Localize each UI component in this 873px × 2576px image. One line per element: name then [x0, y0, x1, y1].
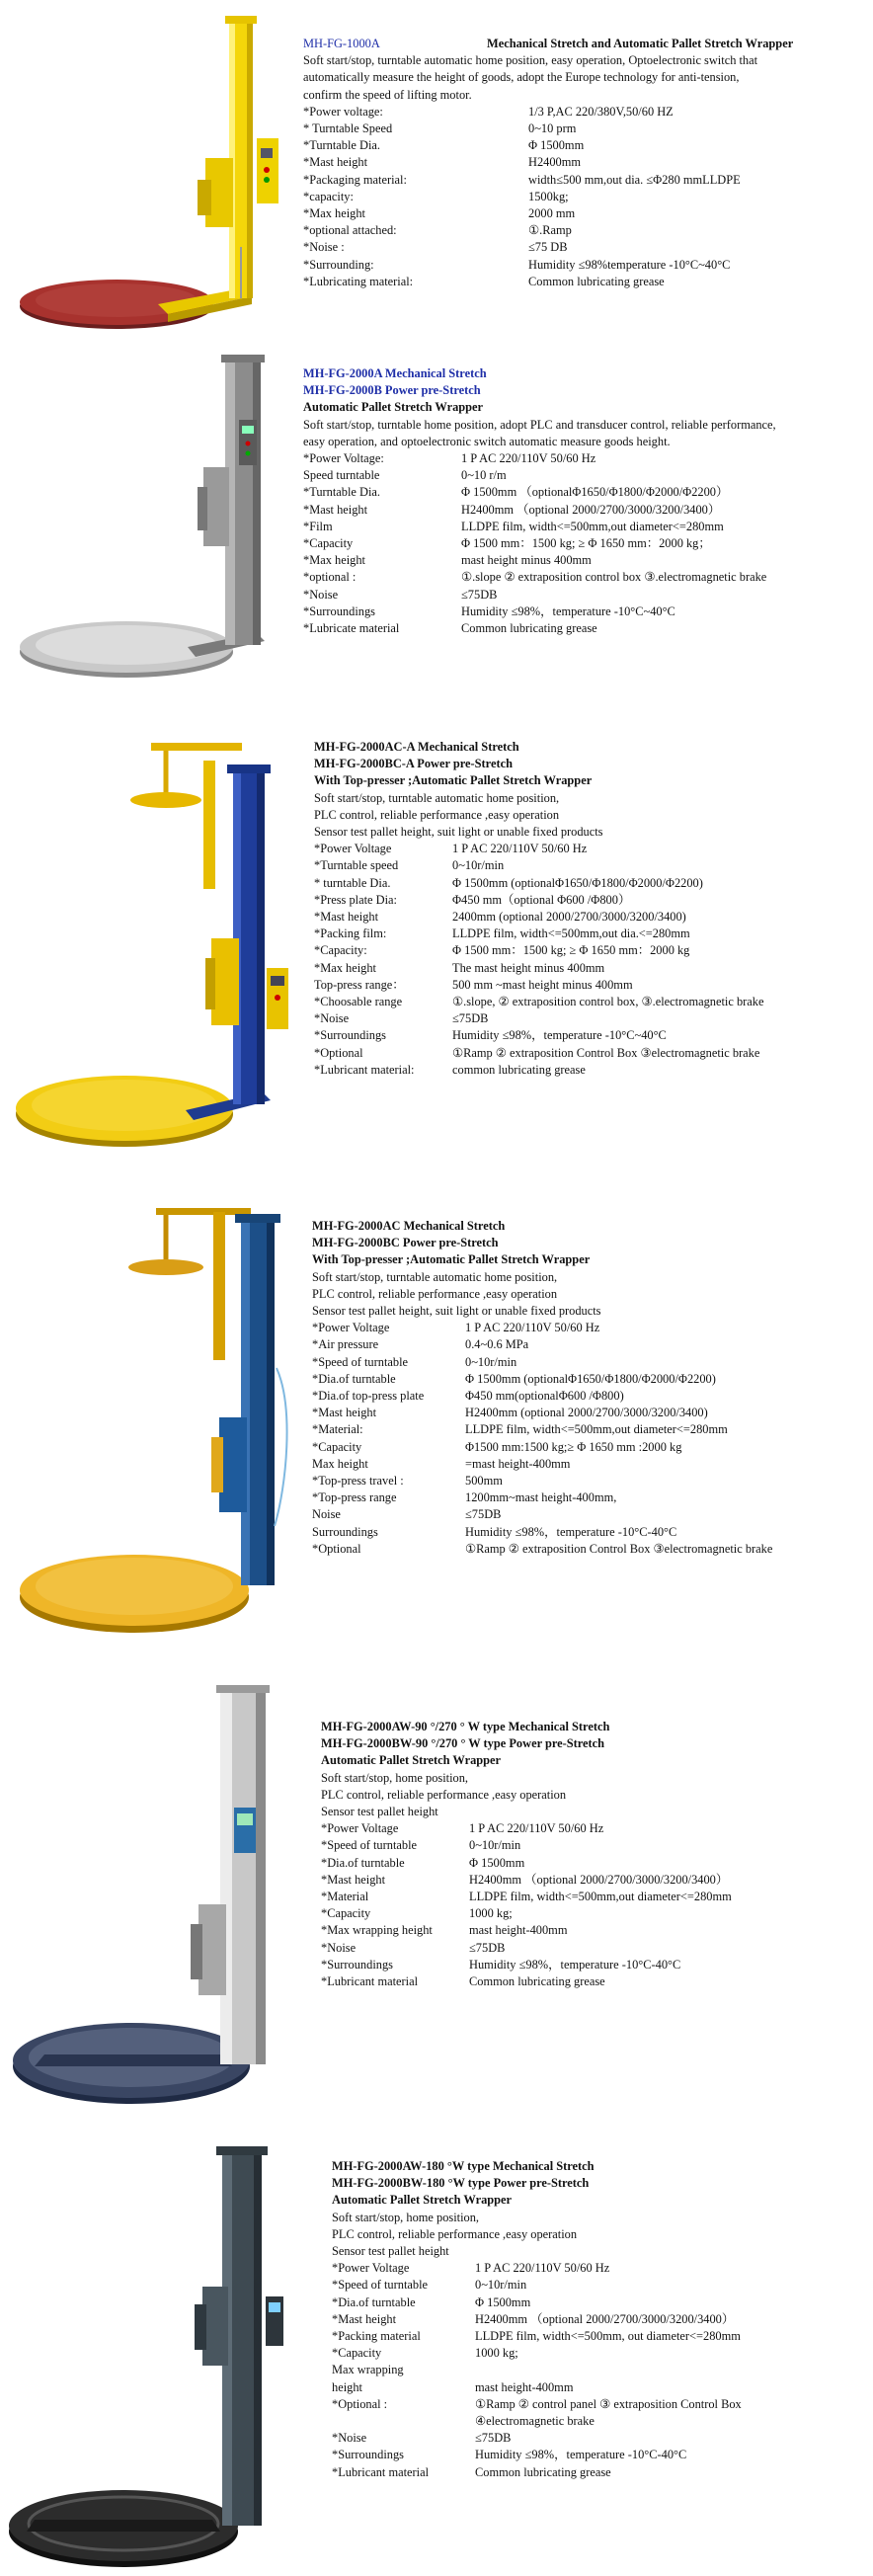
product-description — [312, 1269, 865, 1321]
product-text-2000aw-90 — [321, 1719, 864, 1990]
product-mh-fg-2000aw-90 — [0, 1669, 873, 2124]
spec-row: *Lubricant material Common lubricating grease — [332, 2464, 611, 2479]
description-line: easy operation, and optoelectronic switch automatic measure goods height. — [303, 434, 671, 448]
spec-row: ④electromagnetic brake — [475, 2414, 595, 2429]
spec-row: *Air pressure 0.4~0.6 MPa — [312, 1337, 529, 1352]
product-description — [321, 1770, 864, 1821]
spec-row: *Capacity Φ1500 mm:1500 kg;≥ Φ 1650 mm :2000 kg — [312, 1439, 682, 1454]
spec-row: *Max height mast height minus 400mm — [303, 553, 592, 568]
spec-row: height mast height-400mm — [332, 2379, 574, 2394]
spec-row: *Noise ≤75DB — [314, 1011, 489, 1026]
description-line: PLC control, reliable performance ,easy operation — [312, 1286, 558, 1301]
product-mh-fg-1000a — [0, 0, 873, 336]
spec-row: *Optional ①Ramp ② extraposition Control Box ③electromagnetic brake — [314, 1045, 760, 1060]
product-description — [314, 790, 867, 842]
spec-row: *Capacity 1000 kg; — [332, 2346, 518, 2361]
spec-list — [314, 841, 867, 1079]
spec-row: *Noise ≤75DB — [321, 1940, 506, 1955]
spec-row: *Dia.of turntable Φ 1500mm — [332, 2294, 531, 2309]
product-header — [303, 36, 856, 52]
spec-row: Max wrapping — [332, 2363, 404, 2377]
spec-row: *Surrounding: Humidity ≤98%temperature -10°C~40°C — [303, 257, 731, 272]
spec-row: *Max height The mast height minus 400mm — [314, 960, 605, 975]
spec-row: Speed turntable 0~10 r/m — [303, 468, 507, 483]
spec-list — [303, 450, 856, 637]
spec-row: Surroundings Humidity ≤98%，temperature -10°C-40°C — [312, 1524, 677, 1539]
description-line: PLC control, reliable performance ,easy operation — [332, 2226, 578, 2241]
spec-row: *Power Voltage 1 P AC 220/110V 50/60 Hz — [314, 842, 588, 856]
spec-row: *Lubricate material Common lubricating grease — [303, 621, 597, 636]
product-mh-fg-2000ac — [0, 1170, 873, 1640]
spec-row: *Lubricating material: Common lubricating grease — [303, 274, 665, 288]
spec-row: *Surroundings Humidity ≤98%，temperature -10°C-40°C — [332, 2448, 687, 2462]
spec-row: *Dia.of turntable Φ 1500mm — [321, 1855, 525, 1870]
product-subtitle: With Top-presser ;Automatic Pallet Stretch Wrapper — [314, 773, 593, 788]
description-line: Soft start/stop, home position, — [321, 1770, 469, 1785]
spec-row: *Optional ①Ramp ② extraposition Control Box ③electromagnetic brake — [312, 1541, 773, 1556]
spec-row: *Surroundings Humidity ≤98%，temperature -10°C-40°C — [321, 1957, 681, 1972]
spec-row: *capacity: 1500kg; — [303, 189, 569, 203]
spec-row: *Noise ≤75DB — [303, 587, 498, 602]
product-description — [303, 417, 856, 450]
product-mh-fg-2000a — [0, 346, 873, 691]
spec-row: *Top-press travel : 500mm — [312, 1474, 503, 1489]
spec-row: *Packing material LLDPE film, width<=500mm, out diameter<=280mm — [332, 2329, 741, 2344]
product-mh-fg-2000ac-a — [0, 711, 873, 1156]
product-mh-fg-2000aw-180 — [0, 2138, 873, 2576]
spec-row: *Choosable range ①.slope, ② extraposition control box, ③.electromagnetic brake — [314, 995, 764, 1009]
spec-row: *Speed of turntable 0~10r/min — [321, 1838, 521, 1853]
description-line: Soft start/stop, turntable home position, adopt PLC and transducer control, reliable performance, — [303, 417, 776, 432]
spec-row: *Mast height H2400mm — [303, 155, 582, 170]
description-line: confirm the speed of lifting motor. — [303, 87, 472, 102]
product-type: Mechanical Stretch and Automatic Pallet Stretch Wrapper — [487, 37, 794, 50]
spec-row: * turntable Dia. Φ 1500mm (optionalΦ1650/Φ1800/Φ2000/Φ2200) — [314, 875, 703, 890]
description-line: Sensor test pallet height, suit light or unable fixed products — [314, 825, 603, 840]
spec-row: *Max height 2000 mm — [303, 206, 576, 221]
model-title: MH-FG-2000BW-180 °W type Power pre-Stretch — [332, 2176, 590, 2191]
description-line: Sensor test pallet height — [332, 2244, 449, 2259]
spec-row: Max height =mast height-400mm — [312, 1456, 571, 1471]
spec-row: *Film LLDPE film, width<=500mm,out diameter<=280mm — [303, 519, 724, 533]
product-image-2000a — [10, 351, 291, 686]
spec-row: *Surroundings Humidity ≤98%，temperature -10°C~40°C — [314, 1028, 667, 1043]
spec-row: *Noise ≤75DB — [332, 2431, 512, 2446]
description-line: Soft start/stop, turntable automatic home position, — [314, 790, 560, 805]
model-title: MH-FG-2000A Mechanical Stretch — [303, 366, 487, 380]
product-text-1000a — [303, 36, 856, 290]
spec-row: *Power Voltage 1 P AC 220/110V 50/60 Hz — [312, 1321, 600, 1335]
spec-list — [303, 104, 856, 290]
product-description — [303, 52, 856, 104]
product-text-2000aw-180 — [332, 2158, 865, 2481]
spec-row: Noise ≤75DB — [312, 1507, 502, 1522]
description-line: PLC control, reliable performance ,easy operation — [314, 807, 560, 822]
spec-row: *Press plate Dia: Φ450 mm（optional Φ600 /Φ800） — [314, 892, 631, 907]
model-title: MH-FG-2000AC Mechanical Stretch — [312, 1219, 506, 1233]
spec-list — [312, 1320, 865, 1558]
spec-row: *Lubricant material Common lubricating grease — [321, 1974, 605, 1989]
model-title: MH-FG-2000BC Power pre-Stretch — [312, 1236, 499, 1250]
model-title: MH-FG-2000BW-90 °/270 ° W type Power pre-Stretch — [321, 1736, 605, 1751]
spec-row: *Mast height H2400mm (optional 2000/2700/3000/3200/3400) — [312, 1406, 708, 1420]
spec-row: *Surroundings Humidity ≤98%，temperature -10°C~40°C — [303, 604, 675, 618]
model-title: MH-FG-2000BC-A Power pre-Stretch — [314, 757, 513, 771]
description-line: automatically measure the height of goods, adopt the Europe technology for anti-tension, — [303, 70, 740, 85]
description-line: Soft start/stop, turntable automatic home position, — [312, 1269, 558, 1284]
product-image-1000a — [10, 10, 291, 336]
spec-row: *Packaging material: width≤500 mm,out dia. ≤Φ280 mmLLDPE — [303, 172, 741, 187]
description-line: PLC control, reliable performance ,easy operation — [321, 1787, 567, 1802]
spec-row: *Capacity 1000 kg; — [321, 1906, 513, 1921]
spec-row: *Dia.of turntable Φ 1500mm (optionalΦ1650/Φ1800/Φ2000/Φ2200) — [312, 1371, 716, 1386]
spec-row: *Lubricant material: common lubricating grease — [314, 1062, 586, 1077]
spec-row: *Top-press range 1200mm~mast height-400mm, — [312, 1490, 617, 1505]
product-description — [332, 2210, 865, 2261]
spec-row: *Mast height H2400mm （optional 2000/2700/3000/3200/3400） — [321, 1872, 729, 1887]
spec-row: *Speed of turntable 0~10r/min — [312, 1354, 517, 1369]
description-line: Sensor test pallet height, suit light or unable fixed products — [312, 1304, 601, 1319]
spec-list — [321, 1820, 864, 1990]
spec-row: *Material LLDPE film, width<=500mm,out diameter<=280mm — [321, 1890, 732, 1904]
product-text-2000a — [303, 365, 856, 637]
description-line: Sensor test pallet height — [321, 1805, 438, 1819]
product-subtitle: With Top-presser ;Automatic Pallet Stretch Wrapper — [312, 1252, 591, 1267]
model-title: MH-FG-2000AC-A Mechanical Stretch — [314, 740, 519, 754]
spec-row: Top-press range： 500 mm ~mast height minus 400mm — [314, 977, 633, 992]
spec-row: *Power Voltage 1 P AC 220/110V 50/60 Hz — [321, 1821, 604, 1836]
product-subtitle: Automatic Pallet Stretch Wrapper — [303, 400, 484, 415]
spec-row: *Noise : ≤75 DB — [303, 240, 568, 255]
spec-row: *Speed of turntable 0~10r/min — [332, 2278, 527, 2293]
spec-row: *Mast height H2400mm （optional 2000/2700/3000/3200/3400） — [303, 502, 721, 517]
spec-row: *Mast height 2400mm (optional 2000/2700/3000/3200/3400) — [314, 910, 686, 925]
spec-row: *Turntable speed 0~10r/min — [314, 858, 505, 873]
spec-row: *Power voltage: 1/3 P,AC 220/380V,50/60 HZ — [303, 104, 674, 119]
spec-row: *Power Voltage: 1 P AC 220/110V 50/60 Hz — [303, 451, 596, 466]
product-image-2000aw-90 — [5, 1679, 301, 2124]
spec-list — [332, 2260, 865, 2481]
description-line: Soft start/stop, home position, — [332, 2210, 480, 2224]
model-number: MH-FG-1000A — [303, 37, 380, 50]
spec-row: *Turntable Dia. Φ 1500mm （optionalΦ1650/Φ1800/Φ2000/Φ2200） — [303, 485, 729, 500]
description-line: Soft start/stop, turntable automatic home position, easy operation, Optoelectronic switch that — [303, 53, 758, 68]
product-image-2000ac-a — [8, 731, 299, 1156]
spec-row: *Capacity: Φ 1500 mm：1500 kg; ≥ Φ 1650 mm：2000 kg — [314, 943, 690, 958]
spec-row: *optional attached: ①.Ramp — [303, 223, 572, 238]
spec-row: *Optional : ①Ramp ② control panel ③ extraposition Control Box — [332, 2396, 742, 2411]
product-image-2000ac — [8, 1190, 299, 1645]
spec-row: * Turntable Speed 0~10 prm — [303, 121, 577, 136]
product-subtitle: Automatic Pallet Stretch Wrapper — [332, 2193, 513, 2208]
model-title: MH-FG-2000AW-180 °W type Mechanical Stretch — [332, 2159, 595, 2173]
spec-row: *Capacity Φ 1500 mm：1500 kg; ≥ Φ 1650 mm：2000 kg； — [303, 536, 711, 551]
model-title: MH-FG-2000AW-90 °/270 ° W type Mechanical Stretch — [321, 1720, 610, 1733]
spec-row: *Mast height H2400mm （optional 2000/2700/3000/3200/3400） — [332, 2311, 735, 2326]
spec-row: *Packing film: LLDPE film, width<=500mm,out dia.<=280mm — [314, 926, 690, 941]
spec-row: *Turntable Dia. Φ 1500mm — [303, 138, 585, 153]
product-text-2000ac — [312, 1218, 865, 1558]
product-text-2000ac-a — [314, 739, 867, 1079]
product-image-2000aw-180 — [5, 2138, 301, 2573]
model-title: MH-FG-2000B Power pre-Stretch — [303, 383, 481, 398]
spec-row: *optional : ①.slope ② extraposition control box ③.electromagnetic brake — [303, 570, 767, 585]
spec-row: *Power Voltage 1 P AC 220/110V 50/60 Hz — [332, 2261, 610, 2276]
spec-row: *Material: LLDPE film, width<=500mm,out diameter<=280mm — [312, 1422, 728, 1437]
spec-row: *Max wrapping height mast height-400mm — [321, 1923, 568, 1938]
product-subtitle: Automatic Pallet Stretch Wrapper — [321, 1753, 502, 1768]
spec-row: *Dia.of top-press plate Φ450 mm(optionalΦ600 /Φ800) — [312, 1389, 624, 1404]
